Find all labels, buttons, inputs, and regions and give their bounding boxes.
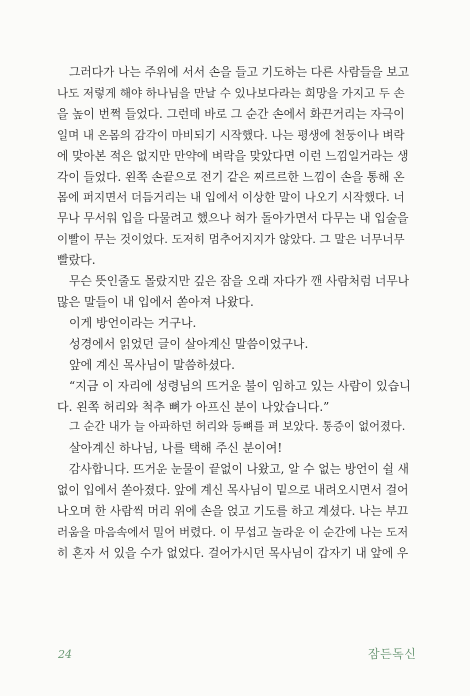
- text-line: 일며 내 온몸의 감각이 마비되기 시작했다. 나는 평생에 천둥이나 벼락: [57, 127, 405, 142]
- text-line: 앞에 계신 목사님이 말씀하셨다.: [69, 357, 235, 372]
- text-line: 다. 왼쪽 허리와 척추 뼈가 아프신 분이 나았습니다.”: [57, 399, 330, 414]
- text-line: 빨랐다.: [57, 253, 96, 268]
- page-number: 24: [58, 648, 72, 661]
- text-line: “지금 이 자리에 성령님의 뜨거운 불이 임하고 있는 사람이 있습니: [69, 378, 411, 393]
- text-line: 나오며 한 사람씩 머리 위에 손을 얹고 기도를 하고 계셨다. 나는 부끄: [57, 504, 409, 519]
- body-text: [57, 62, 411, 564]
- text-line: 나도 저렇게 해야 하나님을 만날 수 있나보다라는 희망을 가지고 두 손: [57, 85, 405, 100]
- text-line: 을 높이 번쩍 들었다. 그런데 바로 그 순간 손에서 화끈거리는 자극이: [57, 106, 405, 121]
- text-line: 살아계신 하나님, 나를 택해 주신 분이여!: [69, 441, 283, 456]
- text-line: 몸에 퍼지면서 더듬거리는 내 입에서 이상한 말이 나오기 시작했다. 너: [57, 190, 405, 205]
- text-line: 각이 들었다. 왼쪽 손끝으로 전기 같은 찌르르한 느낌이 손을 통해 온: [57, 169, 405, 184]
- text-line: 성경에서 읽었던 글이 살아계신 말씀이었구나.: [69, 336, 309, 351]
- text-line: 많은 말들이 내 입에서 쏟아져 나왔다.: [57, 294, 254, 309]
- text-line: 그 순간 내가 늘 아파하던 허리와 등뼈를 펴 보았다. 통증이 없어졌다.: [69, 420, 406, 434]
- text-line: 무슨 뜻인줄도 몰랐지만 깊은 잠을 오래 자다가 깬 사람처럼 너무나: [69, 274, 410, 289]
- running-title: 잠든독신: [368, 647, 417, 661]
- text-line: 없이 입에서 쏟아졌다. 앞에 계신 목사님이 밑으로 내려오시면서 걸어: [57, 483, 409, 498]
- text-line: 그러다가 나는 주위에 서서 손을 들고 기도하는 다른 사람들을 보고: [69, 65, 410, 79]
- text-line: 이게 방언이라는 거구나.: [69, 315, 197, 330]
- text-line: 이빨이 무는 것이었다. 도저히 멈추어지지가 않았다. 그 말은 너무너무: [57, 232, 405, 247]
- text-line: 감사합니다. 뜨거운 눈물이 끝없이 나왔고, 알 수 없는 방언이 쉴 새: [69, 462, 409, 477]
- text-line: 러움을 마음속에서 밀어 버렸다. 이 무섭고 놀라운 이 순간에 나는 도저: [57, 524, 409, 539]
- text-line: 무나 무서워 입을 다물려고 했으나 혀가 돌아가면서 다무는 내 입술을: [57, 211, 409, 226]
- text-line: 에 맞아본 적은 없지만 만약에 벼락을 맞았다면 이런 느낌일거라는 생: [57, 148, 409, 163]
- text-line: 히 혼자 서 있을 수가 없었다. 걸어가시던 목사님이 갑자기 내 앞에 우: [57, 545, 409, 560]
